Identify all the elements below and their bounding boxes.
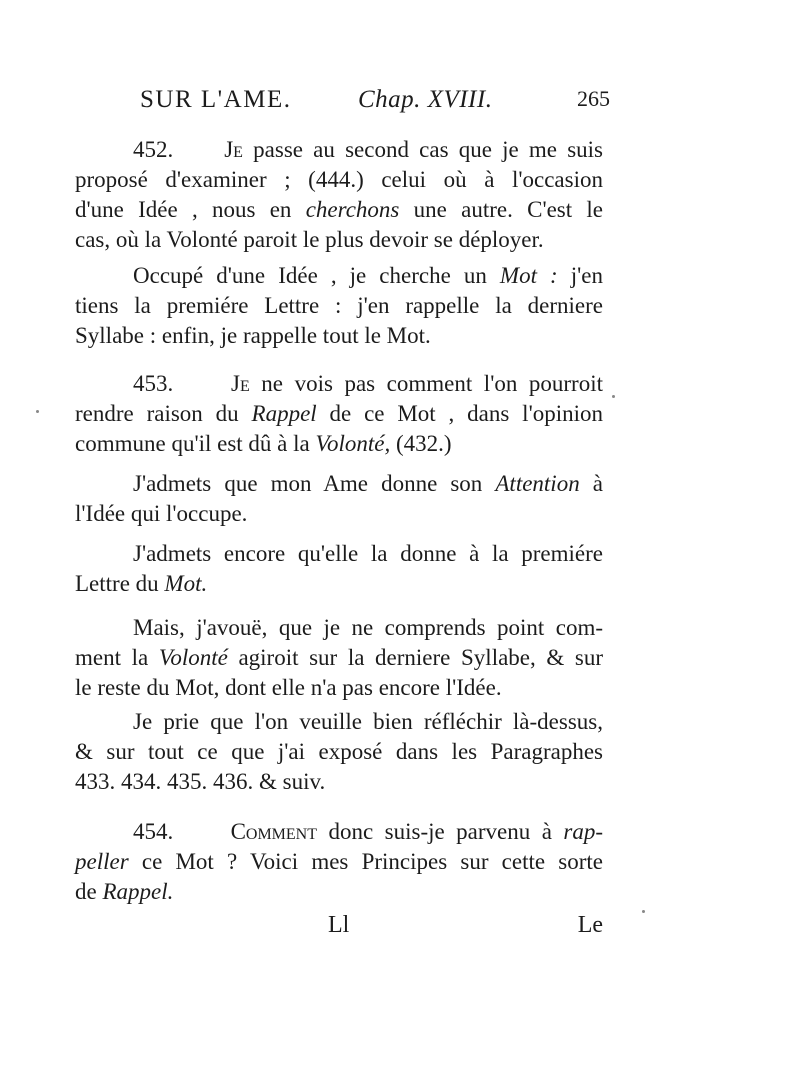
paragraph-number: 453. [133,371,174,396]
paragraph-453-line: commune qu'il est dû à la Volonté, (432.) [75,431,452,456]
signature-mark: Ll [328,912,350,938]
paragraph-453-line: 453. Je ne vois pas comment l'on pourroit [133,371,603,396]
paragraph-454-line: de Rappel. [75,879,174,904]
paragraph-lead-word: Je [224,137,243,162]
paragraph-line: Je prie que l'on veuille bien réfléchir là-dessus, [133,709,603,734]
paragraph-number: 452. [133,137,174,162]
paragraph-line: Lettre du Mot. [75,571,208,596]
paragraph-number: 454. [133,819,174,844]
paragraph-line: Mais, j'avouë, que je ne comprends point com- [133,615,603,640]
paragraph-lead-word: Comment [230,819,318,844]
paragraph-452-line: proposé d'examiner ; (444.) celui où à l'occasion [75,167,603,192]
paragraph-line: J'admets que mon Ame donne son Attention à [133,471,603,496]
paragraph-line: Syllabe : enfin, je rappelle tout le Mot. [75,323,431,348]
paragraph-line: J'admets encore qu'elle la donne à la premiére [133,541,603,566]
paragraph-452-line: d'une Idée , nous en cherchons une autre. C'est le [75,197,604,222]
running-title: SUR L'AME. [140,86,292,113]
paper-speck [612,395,615,398]
paragraph-line: & sur tout ce que j'ai exposé dans les Paragraphes [75,739,603,764]
paragraph-454-line: 454. Comment donc suis-je parvenu à rap- [133,819,603,844]
paragraph-line: le reste du Mot, dont elle n'a pas encore l'Idée. [75,675,502,700]
paragraph-453-line: rendre raison du Rappel de ce Mot , dans l'opinion [75,401,603,426]
paragraph-line: tiens la premiére Lettre : j'en rappelle la derniere [75,293,603,318]
paragraph-454-line: peller ce Mot ? Voici mes Principes sur cette sorte [75,849,603,874]
running-header [140,86,610,116]
paragraph-line: l'Idée qui l'occupe. [75,501,248,526]
paragraph-lead-word: Je [231,371,250,396]
paragraph-line: ment la Volonté agiroit sur la derniere Syllabe, & sur [75,645,603,670]
page-number: 265 [577,86,610,111]
paper-speck [36,410,39,413]
catchword: Le [577,912,603,938]
paragraph-line: 433. 434. 435. 436. & suiv. [75,769,326,794]
paragraph-452-line: 452. Je passe au second cas que je me suis [133,137,603,162]
paragraph-line: Occupé d'une Idée , je cherche un Mot : j'en [133,263,604,288]
paragraph-452-line: cas, où la Volonté paroit le plus devoir se déployer. [75,227,544,252]
paper-speck [642,910,645,913]
chapter-label: Chap. XVIII. [358,86,493,113]
page-footer [75,912,603,942]
